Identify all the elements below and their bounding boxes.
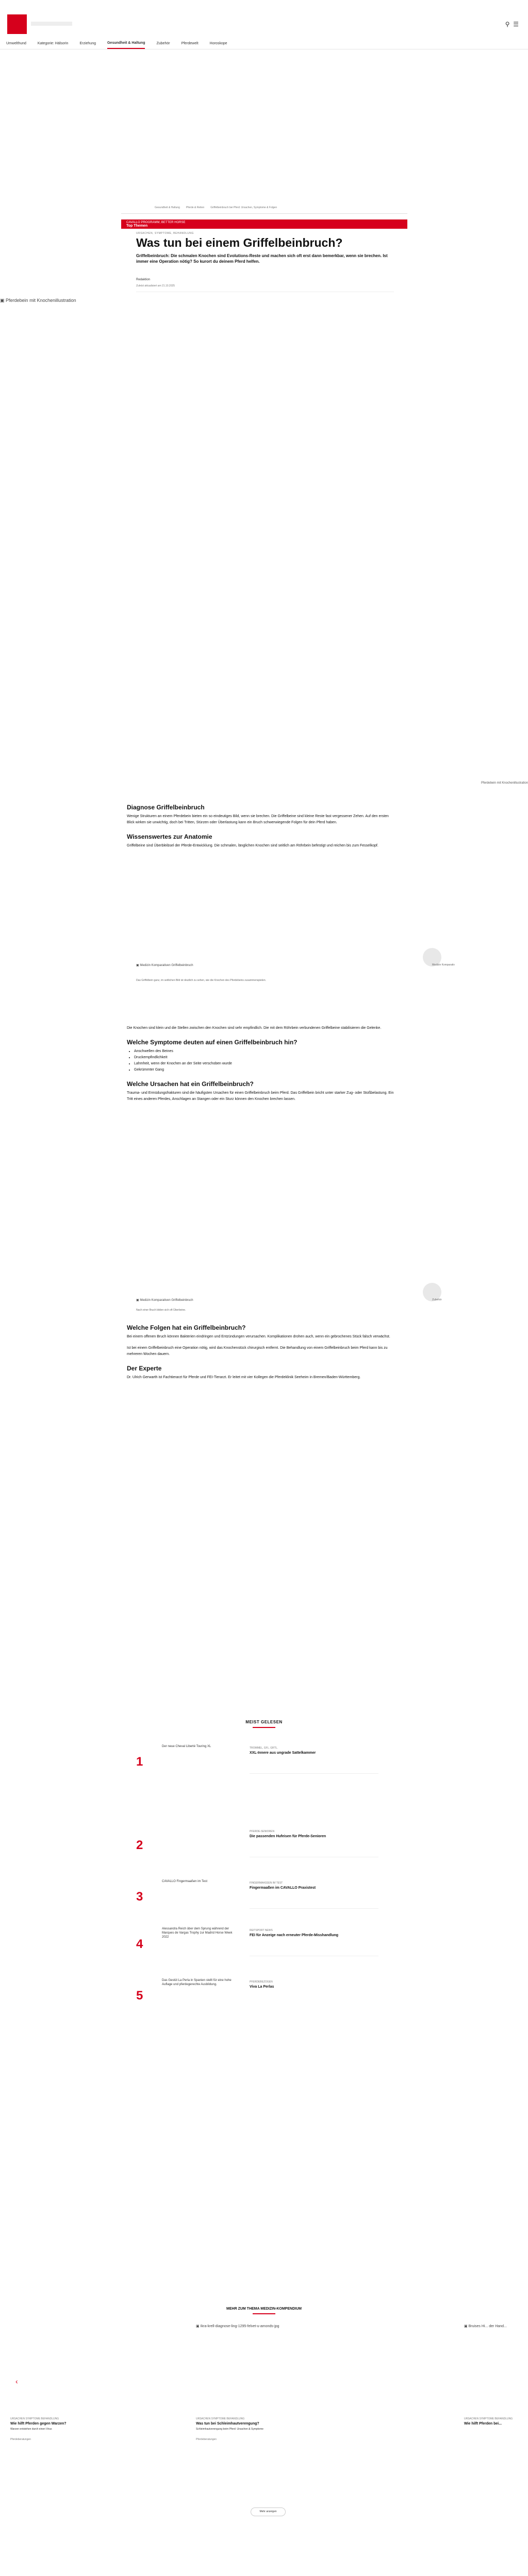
header-icons[interactable] <box>505 21 519 28</box>
divider <box>250 1773 378 1774</box>
card-tag: Pferdeberatungen <box>196 2438 217 2441</box>
divider <box>253 1727 275 1728</box>
article-body-3 <box>127 1324 395 1386</box>
article-image <box>136 963 193 967</box>
paragraph: Bei einem offenen Bruch können Bakterien eindringen und Entzündungen verursachen. Komplikationen drohen auch, wenn ein gebrochenes Stück falsch verwächst. <box>127 1335 390 1338</box>
nav-item[interactable]: Zubehör <box>156 42 170 45</box>
image-alt-text: Bruises Hi... der Hand... <box>468 2325 507 2328</box>
rank-number: 4 <box>136 1937 143 1951</box>
rank-number: 2 <box>136 1838 143 1852</box>
nav-item[interactable]: Erziehung <box>79 42 96 45</box>
section-heading: Welche Folgen hat ein Griffelbeinbruch? <box>127 1324 246 1331</box>
symptom-list <box>134 1048 395 1073</box>
card-text: Warzen entstehen durch einen Virus <box>10 2428 52 2431</box>
divider <box>253 2313 275 2314</box>
paragraph: Trauma- und Ermüdungsfrakturen sind die häufigsten Ursachen für einen Griffelbeinbruch beim Pferd. Das Griffelbein bricht unter starker Zug- oder Stoßbelastung. Ein Tritt eines anderen Pferdes, Anschlagen an Stangen oder ein Sturz können den Knochen brechen lassen. <box>127 1091 394 1101</box>
section-heading: Wissenswertes zur Anatomie <box>127 833 212 840</box>
main-nav <box>0 38 528 49</box>
item-overline: FINGERMAASSEN IM TEST <box>250 1882 283 1885</box>
image-caption: Nach einer Bruch bilden sich oft Überbeine. <box>136 1309 186 1312</box>
list-item: • Anschwellen des Beines <box>134 1048 395 1055</box>
hero-caption: Pferdebein mit Knochenillustration <box>481 782 528 785</box>
card-title[interactable]: Wie hilft Pferden bei... <box>464 2422 502 2426</box>
hero-image-alt <box>0 298 76 303</box>
search-icon[interactable]: ⚲ <box>505 21 510 28</box>
card-overline: URSACHEN SYMPTOME BEHANDLUNG <box>464 2417 513 2420</box>
article-body <box>127 804 395 854</box>
article-body-2 <box>127 1025 395 1108</box>
article-date: Zuletzt aktualisiert am 21.10.2025 <box>136 284 175 287</box>
image-alt-text: CAVALLO Fingermaaßen im Test <box>162 1880 208 1883</box>
image-alt-text: Ikra-krell-diagnose-ling-1295-felvet-u-amonds-jpg <box>200 2325 279 2328</box>
menu-icon[interactable]: ☰ <box>513 21 519 28</box>
item-title[interactable]: Fingermaaßen im CAVALLO Praxistest <box>250 1886 316 1890</box>
image-alt-text: Das Gestüt La Perla in Spanien stellt für eine hohe Auflage und pferdegerechte Ausbildung. <box>162 1979 232 1986</box>
banner-overline: CAVALLO PROGRAMM, BETTER HORSE <box>126 221 186 224</box>
item-title[interactable]: Die passenden Hufeisen für Pferde-Senioren <box>250 1835 326 1838</box>
divider <box>121 213 407 214</box>
broken-image-icon: ▣ <box>464 2325 468 2328</box>
rank-number: 5 <box>136 1989 143 2003</box>
broken-image-icon: ▣ <box>136 964 139 967</box>
nav-item[interactable]: Pferdewelt <box>181 42 199 45</box>
item-title[interactable]: Viva La Perlas <box>250 1985 274 1989</box>
teaser-card[interactable] <box>196 2324 332 2441</box>
brand-logo[interactable] <box>7 14 27 34</box>
nav-item[interactable]: Kategorie: Hälsorin <box>37 42 69 45</box>
most-read-item[interactable] <box>136 1978 394 2009</box>
paragraph: Die Knochen sind klein und die Stellen zwischen den Knochen sind sehr empfindlich. Die mit dem Röhrbein verbundenen Griffelbeine stabilisieren die Gelenke. <box>127 1026 382 1030</box>
list-item: • Gekrümmter Gang <box>134 1067 395 1073</box>
carousel-prev-icon[interactable]: ‹ <box>15 2377 18 2385</box>
card-image <box>0 2324 95 2409</box>
nav-item[interactable]: Umwelthund <box>6 42 26 45</box>
item-overline: TROMMEL, GFL. GRTL. <box>250 1747 278 1750</box>
rank-number: 1 <box>136 1755 143 1769</box>
paragraph: Ist bei einem Griffelbeinbruch eine Operation nötig, wird das Knochenstück chirurgisch entfernt. Die Behandlung von einem Griffelbeinbruch beim Pferd kann bis zu mehreren Wochen dauern. <box>127 1346 388 1356</box>
broken-image-icon: ▣ <box>196 2325 200 2328</box>
teaser-card[interactable] <box>464 2324 528 2426</box>
image-caption: Das Griffelbein ganz, im seitlichen Bild ist deutlich zu sehen, wie die Knochen des Pferdebeins zusammenspielen. <box>136 979 266 982</box>
breadcrumb-item[interactable]: Pferde & Reiten <box>186 206 205 209</box>
card-image <box>464 2324 528 2409</box>
image-alt-text: Alessandra Reich über dem Sprung während der Marques de Vargas Trophy zur Madrid Horse Week 2022 <box>162 1927 233 1939</box>
hero-alt-text: Pferdebein mit Knochenillustration <box>6 298 76 303</box>
paragraph: Griffelbeine sind Überbleibsel der Pferde-Entwicklung. Die schmalen, länglichen Knochen sind seitlich am Röhrbein befestigt und reichen bis zum Fesselkopf. <box>127 844 378 848</box>
page-title: Was tun bei einem Griffelbeinbruch? <box>136 236 343 249</box>
image-credit: Zubehör <box>432 1298 442 1301</box>
section-heading: Der Experte <box>127 1365 162 1372</box>
card-title[interactable]: Wie hilft Pferden gegen Warzen? <box>10 2422 67 2426</box>
card-overline: URSACHEN SYMPTOME BEHANDLUNG <box>196 2417 245 2420</box>
section-heading: Welche Symptome deuten auf einen Griffelbeinbruch hin? <box>127 1039 298 1046</box>
breadcrumb <box>155 206 277 209</box>
card-overline: URSACHEN SYMPTOME BEHANDLUNG <box>10 2417 59 2420</box>
most-read-item[interactable] <box>136 1927 394 1958</box>
item-overline: PFERDE-SENIOREN <box>250 1830 275 1833</box>
image-alt-text: Medizin Komparativen Griffelbeinbruch <box>140 1299 193 1302</box>
most-read-title: MEIST GELESEN <box>245 1720 283 1724</box>
section-heading: Welche Ursachen hat ein Griffelbeinbruch? <box>127 1080 254 1088</box>
rank-number: 3 <box>136 1890 143 1904</box>
article-image <box>136 1298 193 1302</box>
image-alt-text: Medizin Komparativen Griffelbeinbruch <box>140 964 193 967</box>
item-title[interactable]: XXL-Innere aus ungrade Sattelkammer <box>250 1751 316 1755</box>
item-overline: REITSPORT NEWS <box>250 1929 273 1932</box>
article-overline: URSACHEN, SYMPTOME, BEHANDLUNG <box>136 232 194 235</box>
breadcrumb-item: Griffelbeinbruch bei Pferd: Ursachen, Symptome & Folgen <box>210 206 277 209</box>
card-image <box>196 2324 332 2409</box>
card-title[interactable]: Was tun bei Schleimhautverengung? <box>196 2422 259 2426</box>
header-placeholder <box>31 22 72 26</box>
most-read-item[interactable] <box>136 1879 394 1910</box>
image-alt-text: Der neue Cheval Liberté Touring XL <box>162 1745 211 1748</box>
item-title[interactable]: FEI für Anzeige nach erneuter Pferde-Misshandlung <box>250 1934 339 1937</box>
banner-title: Top Themen <box>126 224 148 228</box>
site-header <box>0 0 528 38</box>
topic-banner[interactable] <box>121 219 407 229</box>
list-item: • Druckempfindlichkeit <box>134 1055 395 1061</box>
paragraph: Dr. Ulrich Gerwarth ist Fachtierarzt für Pferde und FEI-Tierarzt. Er leitet mit vier Kollegen die Pferdeklinik Seeheim in Bremen/Baden-Württemberg. <box>127 1376 361 1379</box>
card-text: Schleimhautverengung beim Pferd: Ursachen & Symptome <box>196 2428 263 2431</box>
card-tag: Pferdeberatungen <box>10 2438 31 2441</box>
teaser-card[interactable] <box>0 2324 95 2441</box>
breadcrumb-item[interactable]: Gesundheit & Haltung <box>155 206 180 209</box>
broken-image-icon: ▣ <box>136 1299 139 1302</box>
section-heading: Diagnose Griffelbeinbruch <box>127 804 205 811</box>
broken-image-icon: ▣ <box>0 298 5 303</box>
nav-item-active[interactable]: Gesundheit & Haltung <box>107 41 145 49</box>
article-lead: Griffelbeinbruch: Die schmalen Knochen sind Evolutions-Reste und machen sich oft erst dann bemerkbar, wenn sie brechen. Ist immer eine Operation nötig? So kurort du deinem Pferd helfen. <box>136 253 388 264</box>
divider <box>250 1908 378 1909</box>
item-overline: PFERDEBEZOGEN <box>250 1980 273 1984</box>
most-read-item[interactable] <box>136 1828 394 1859</box>
image-credit: Medizin Komparativ <box>432 963 455 967</box>
hero-image <box>0 298 528 710</box>
article-author[interactable]: Redaktion <box>136 278 151 281</box>
most-read-item[interactable] <box>136 1744 394 1775</box>
load-more-button[interactable]: Mehr anzeigen <box>251 2507 286 2516</box>
nav-item[interactable]: Horoskope <box>209 42 227 45</box>
paragraph: Wenige Strukturen an einem Pferdebein bieten ein so eindeutiges Bild, wenn sie brechen. Die Griffelbeine sind kleine Reste fast vergessener Zehen. Auf den ersten Blick wirken sie unwichtig, doch bei Tritten, Stürzen oder Überlastung kann ein Bruch schwerwiegende Folgen für dein Pferd haben. <box>127 815 389 824</box>
list-item: • Lahmheit, wenn der Knochen an der Seite verschoben wurde <box>134 1061 395 1067</box>
more-section-title: MEHR ZUM THEMA MEDIZIN-KOMPENDIUM <box>226 2307 302 2311</box>
